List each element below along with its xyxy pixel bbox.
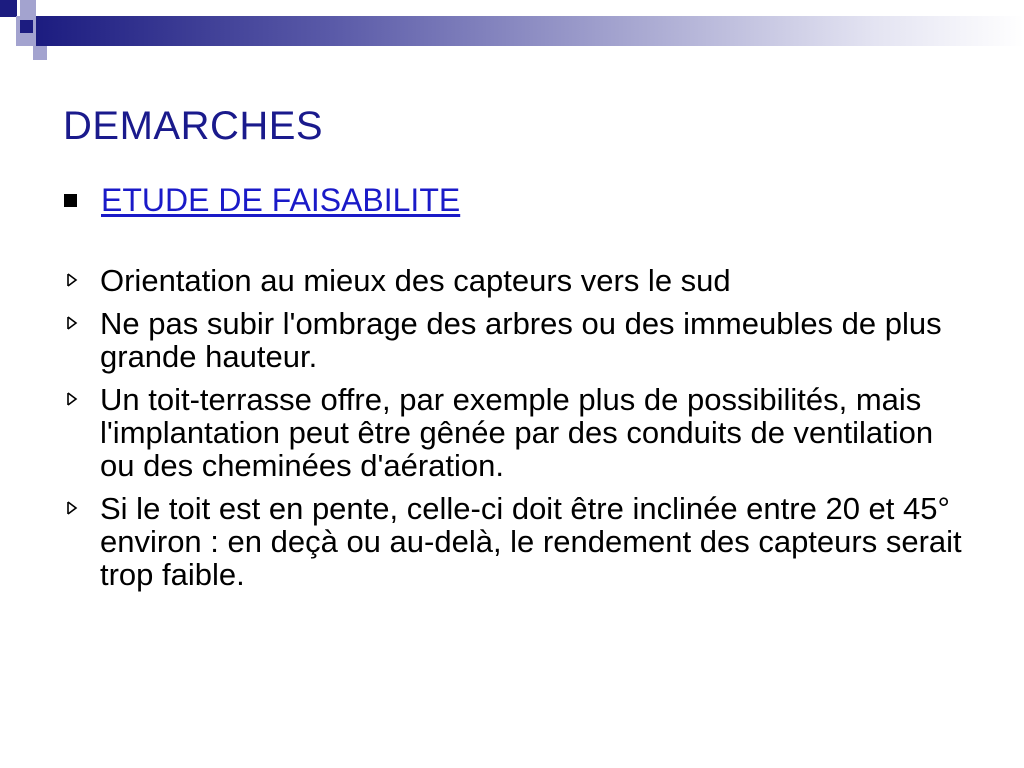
list-item <box>64 492 964 591</box>
chevron-right-icon <box>64 387 82 411</box>
slide-title: DEMARCHES <box>63 104 324 148</box>
decoration-square <box>20 0 36 16</box>
list-item <box>64 383 964 482</box>
section-item <box>64 182 460 219</box>
decoration-square <box>0 17 16 33</box>
list-item-text: Si le toit est en pente, celle-ci doit être inclinée entre 20 et 45° environ : en deçà ou au-delà, le rendement des capteurs serait trop faible. <box>100 491 962 592</box>
list-item <box>64 264 964 297</box>
square-bullet-icon <box>64 194 77 207</box>
decoration-square <box>0 0 17 17</box>
chevron-right-icon <box>64 268 82 292</box>
decoration-square <box>20 20 33 33</box>
section-link[interactable]: ETUDE DE FAISABILITE <box>101 182 461 218</box>
decoration-square <box>33 46 47 60</box>
list-item-text: Un toit-terrasse offre, par exemple plus de possibilités, mais l'implantation peut être gênée par des conduits de ventilation ou des cheminées d'aération. <box>100 382 934 483</box>
decoration-gradient-bar <box>36 16 1024 46</box>
list-item-text: Ne pas subir l'ombrage des arbres ou des immeubles de plus grande hauteur. <box>100 306 942 374</box>
chevron-right-icon <box>64 311 82 335</box>
chevron-right-icon <box>64 496 82 520</box>
bullet-list <box>64 264 964 601</box>
list-item <box>64 307 964 373</box>
list-item-text: Orientation au mieux des capteurs vers le sud <box>100 263 731 298</box>
